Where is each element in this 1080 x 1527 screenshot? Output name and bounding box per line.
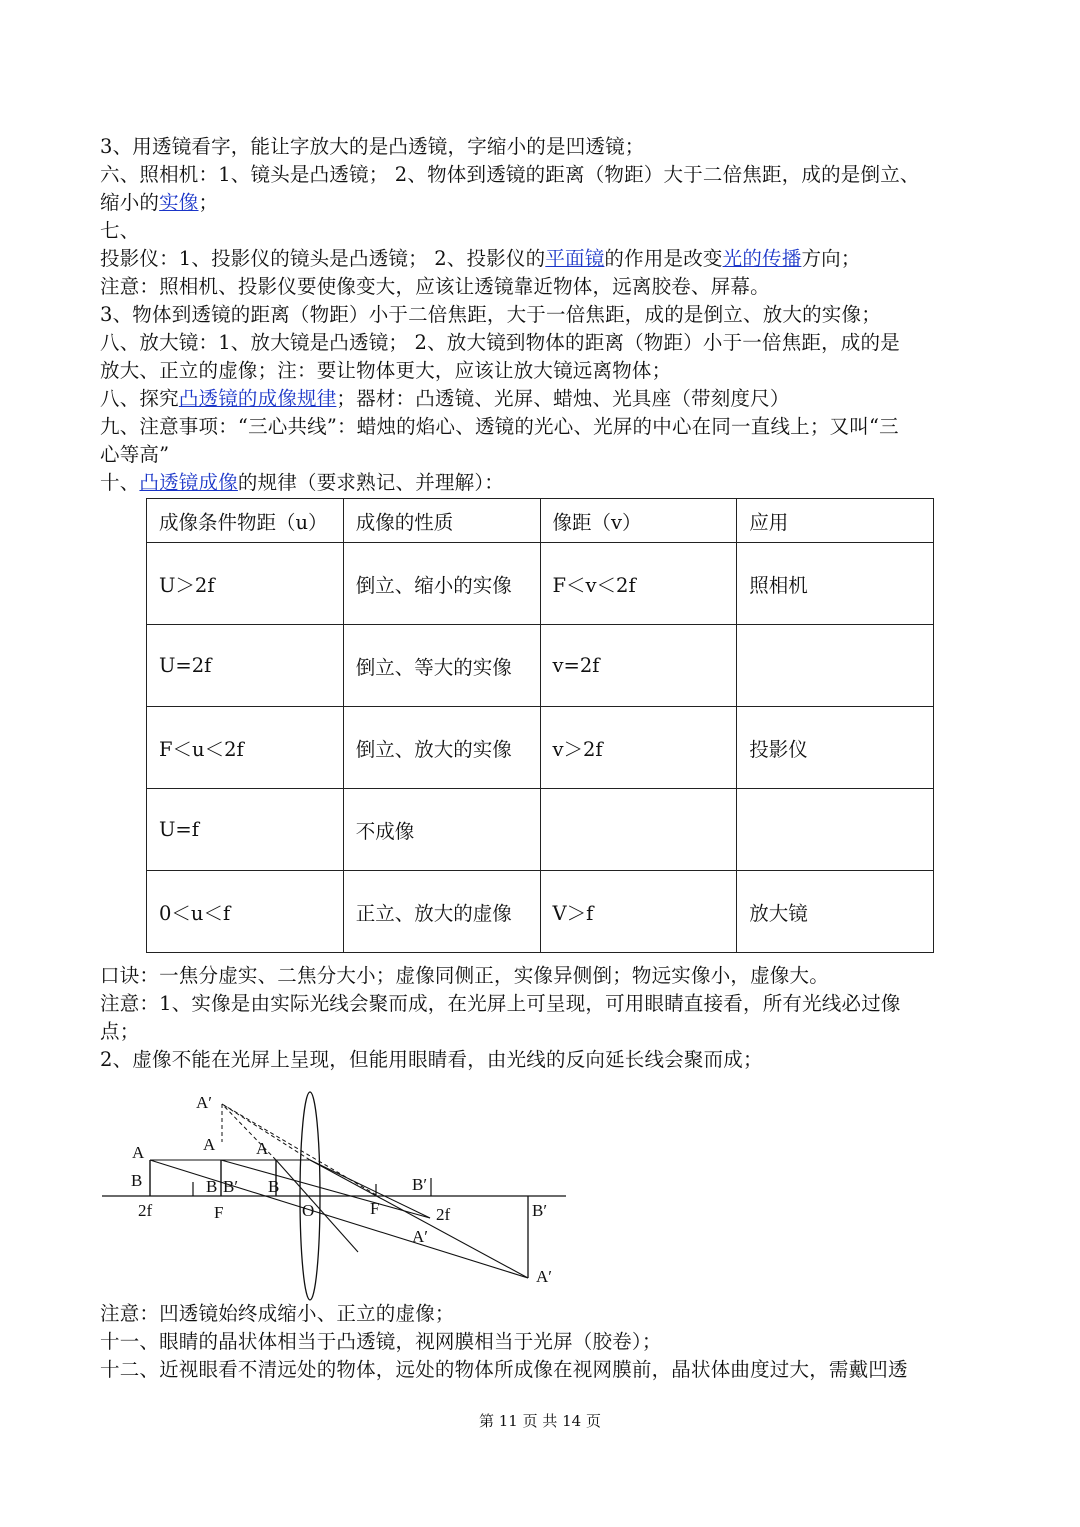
diagram-label: A′ — [196, 1093, 212, 1112]
text-span: 方向； — [801, 247, 861, 270]
text-span: ； — [198, 191, 219, 214]
table-row — [147, 707, 934, 789]
diagram-label: B — [131, 1171, 143, 1190]
table-cell: 放大镜 — [737, 871, 934, 953]
text-line: 七、 — [100, 219, 140, 242]
text-line: 放大、正立的虚像；注：要让物体更大，应该让放大镜远离物体； — [100, 359, 672, 382]
table-row — [147, 625, 934, 707]
diagram-label: A — [203, 1135, 216, 1154]
link-plane-mirror[interactable]: 平面镜 — [545, 247, 605, 270]
diagram-label: B′ — [532, 1201, 548, 1220]
table-cell: U＞2f — [147, 543, 344, 625]
table-row — [147, 871, 934, 953]
text-span: ；器材：凸透镜、光屏、蜡烛、光具座（带刻度尺） — [336, 387, 790, 410]
table-cell: 倒立、放大的实像 — [343, 707, 540, 789]
table-cell — [540, 789, 737, 871]
diagram-label: A′ — [536, 1267, 552, 1286]
table-cell: 0＜u＜f — [147, 871, 344, 953]
text-line: 注意：凹透镜始终成缩小、正立的虚像； — [100, 1302, 455, 1325]
ray — [276, 1160, 358, 1252]
table-header-cell: 应用 — [737, 499, 934, 543]
page-footer: 第 11 页 共 14 页 — [478, 1412, 601, 1430]
table-row — [147, 543, 934, 625]
table-cell: v＞2f — [540, 707, 737, 789]
diagram-label: 2f — [436, 1205, 451, 1224]
table-row — [147, 789, 934, 871]
link-convex-lens-imaging-law[interactable]: 凸透镜的成像规律 — [178, 387, 337, 410]
diagram-label: B — [268, 1177, 280, 1196]
diagram-label: F — [214, 1203, 224, 1222]
text-line — [100, 189, 982, 217]
link-real-image[interactable]: 实像 — [159, 191, 199, 214]
table-cell: F＜u＜2f — [147, 707, 344, 789]
text-line: 心等高” — [100, 443, 170, 466]
link-light-propagation[interactable]: 光的传播 — [722, 247, 802, 270]
diagram-label: O — [302, 1201, 315, 1220]
table-cell: V＞f — [540, 871, 737, 953]
text-line: 十二、近视眼看不清远处的物体，远处的物体所成像在视网膜前，晶状体曲度过大，需戴凹透 — [100, 1358, 908, 1381]
text-span: 投影仪：1、投影仪的镜头是凸透镜； 2、投影仪的 — [100, 247, 546, 270]
table-header-cell: 像距（v） — [540, 499, 737, 543]
text-line: 2、虚像不能在光屏上呈现，但能用眼睛看，由光线的反向延长线会聚而成； — [100, 1048, 763, 1071]
text-line: 八、放大镜：1、放大镜是凸透镜； 2、放大镜到物体的距离（物距）小于一倍焦距，成的是 — [100, 331, 900, 354]
text-line: 九、注意事项：“三心共线”：蜡烛的焰心、透镜的光心、光屏的中心在同一直线上；又叫“三 — [100, 415, 899, 438]
table-cell: 倒立、等大的实像 — [343, 625, 540, 707]
table-cell: 倒立、缩小的实像 — [343, 543, 540, 625]
diagram-label: A′ — [412, 1227, 428, 1246]
imaging-rules-table — [146, 498, 934, 953]
table-header-row — [147, 499, 934, 543]
text-span: 的规律（要求熟记、并理解）： — [237, 471, 504, 494]
diagram-label: F — [370, 1199, 380, 1218]
table-cell: 投影仪 — [737, 707, 934, 789]
diagram-label: B — [206, 1177, 218, 1196]
text-line — [100, 245, 982, 273]
text-line: 3、用透镜看字，能让字放大的是凸透镜，字缩小的是凹透镜； — [100, 135, 645, 158]
text-line: 点； — [100, 1020, 140, 1043]
link-convex-lens-imaging[interactable]: 凸透镜成像 — [139, 471, 238, 494]
diagram-label: A — [132, 1143, 145, 1162]
convex-lens-ray-diagram — [100, 1082, 580, 1302]
diagram-label: 2f — [138, 1201, 153, 1220]
table-header-cell: 成像的性质 — [343, 499, 540, 543]
text-line: 十一、眼睛的晶状体相当于凸透镜，视网膜相当于光屏（胶卷）； — [100, 1330, 662, 1353]
text-span: 十、 — [100, 471, 140, 494]
table-cell — [737, 789, 934, 871]
text-span: 缩小的 — [100, 191, 160, 214]
diagram-label: B′ — [223, 1177, 239, 1196]
text-line — [100, 385, 982, 413]
text-line: 六、照相机：1、镜头是凸透镜； 2、物体到透镜的距离（物距）大于二倍焦距，成的是倒立、 — [100, 163, 920, 186]
table-header-cell: 成像条件物距（u） — [147, 499, 344, 543]
text-line: 口诀：一焦分虚实、二焦分大小；虚像同侧正，实像异侧倒；物远实像小，虚像大。 — [100, 964, 829, 987]
text-line: 注意：照相机、投影仪要使像变大，应该让透镜靠近物体，远离胶卷、屏幕。 — [100, 275, 770, 298]
table-cell: U=2f — [147, 625, 344, 707]
table-cell: F＜v＜2f — [540, 543, 737, 625]
text-line: 3、物体到透镜的距离（物距）小于二倍焦距，大于一倍焦距，成的是倒立、放大的实像； — [100, 303, 881, 326]
text-span: 八、探究 — [100, 387, 179, 410]
diagram-label: A — [256, 1139, 269, 1158]
table-cell: 正立、放大的虚像 — [343, 871, 540, 953]
table-cell: 不成像 — [343, 789, 540, 871]
table-cell — [737, 625, 934, 707]
table-cell: 照相机 — [737, 543, 934, 625]
text-line — [100, 469, 982, 497]
text-span: 的作用是改变 — [604, 247, 723, 270]
text-line: 注意：1、实像是由实际光线会聚而成，在光屏上可呈现，可用眼睛直接看，所有光线必过像 — [100, 992, 901, 1015]
table-cell: v=2f — [540, 625, 737, 707]
diagram-label: B′ — [412, 1175, 428, 1194]
table-cell: U=f — [147, 789, 344, 871]
